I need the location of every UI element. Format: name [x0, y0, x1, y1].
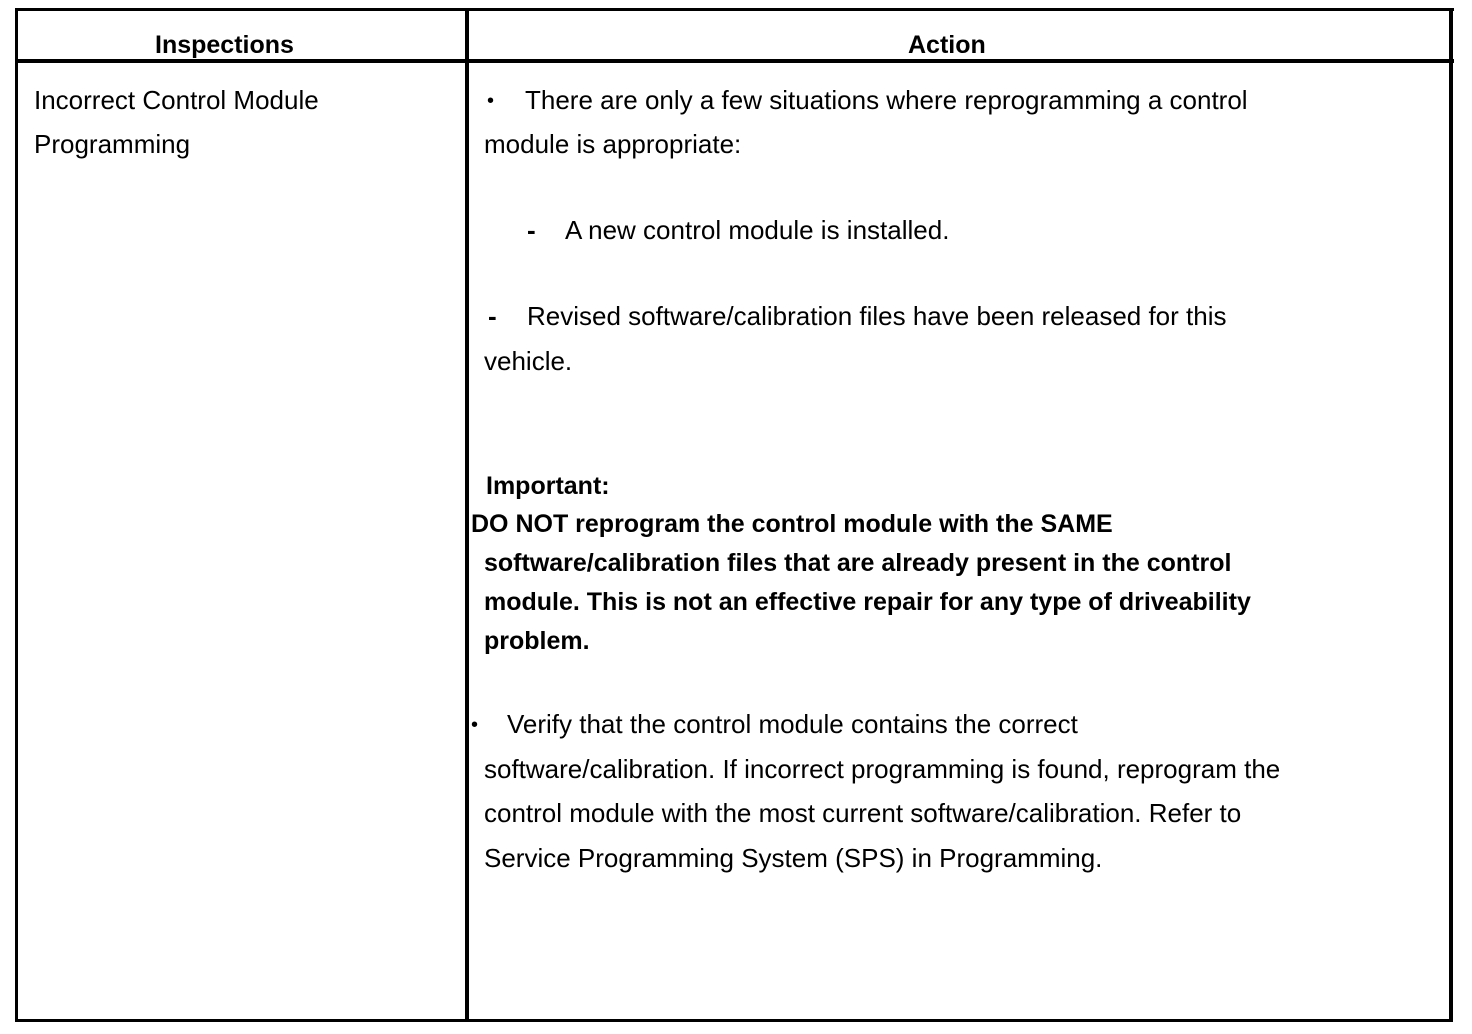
header-action: Action — [908, 31, 986, 59]
table-border-top — [15, 8, 1454, 11]
column-divider — [465, 8, 469, 1022]
bullet-2-line-2: software/calibration. If incorrect programming is found, reprogram the — [484, 754, 1281, 784]
important-label: Important: — [486, 472, 610, 500]
important-line-1: DO NOT reprogram the control module with the SAME — [471, 510, 1113, 538]
bullet-2-icon: • — [471, 714, 479, 736]
bullet-1-line-2: module is appropriate: — [484, 129, 742, 159]
inspection-cell-line-1: Incorrect Control Module — [34, 85, 319, 115]
table-border-bottom — [17, 1019, 1453, 1022]
table-border-right — [1449, 8, 1453, 1022]
header-inspections: Inspections — [155, 31, 294, 59]
bullet-1-line-1: There are only a few situations where reprogramming a control — [525, 85, 1248, 115]
table-border-left — [15, 8, 18, 1022]
important-line-3: module. This is not an effective repair for any type of driveability — [484, 588, 1251, 616]
bullet-1-icon: • — [487, 90, 495, 112]
inspection-cell-line-2: Programming — [34, 129, 191, 159]
important-line-4: problem. — [484, 627, 590, 655]
sub-item-2-line-2: vehicle. — [484, 346, 573, 376]
dash-1-icon: - — [527, 215, 536, 245]
bullet-2-line-1: Verify that the control module contains the correct — [507, 709, 1078, 739]
sub-item-2-line-1: Revised software/calibration files have been released for this — [527, 301, 1227, 331]
sub-item-1: A new control module is installed. — [565, 215, 950, 245]
dash-2-icon: - — [488, 301, 497, 331]
bullet-2-line-3: control module with the most current software/calibration. Refer to — [484, 798, 1242, 828]
bullet-2-line-4: Service Programming System (SPS) in Programming. — [484, 843, 1103, 873]
important-line-2: software/calibration files that are already present in the control — [484, 549, 1232, 577]
